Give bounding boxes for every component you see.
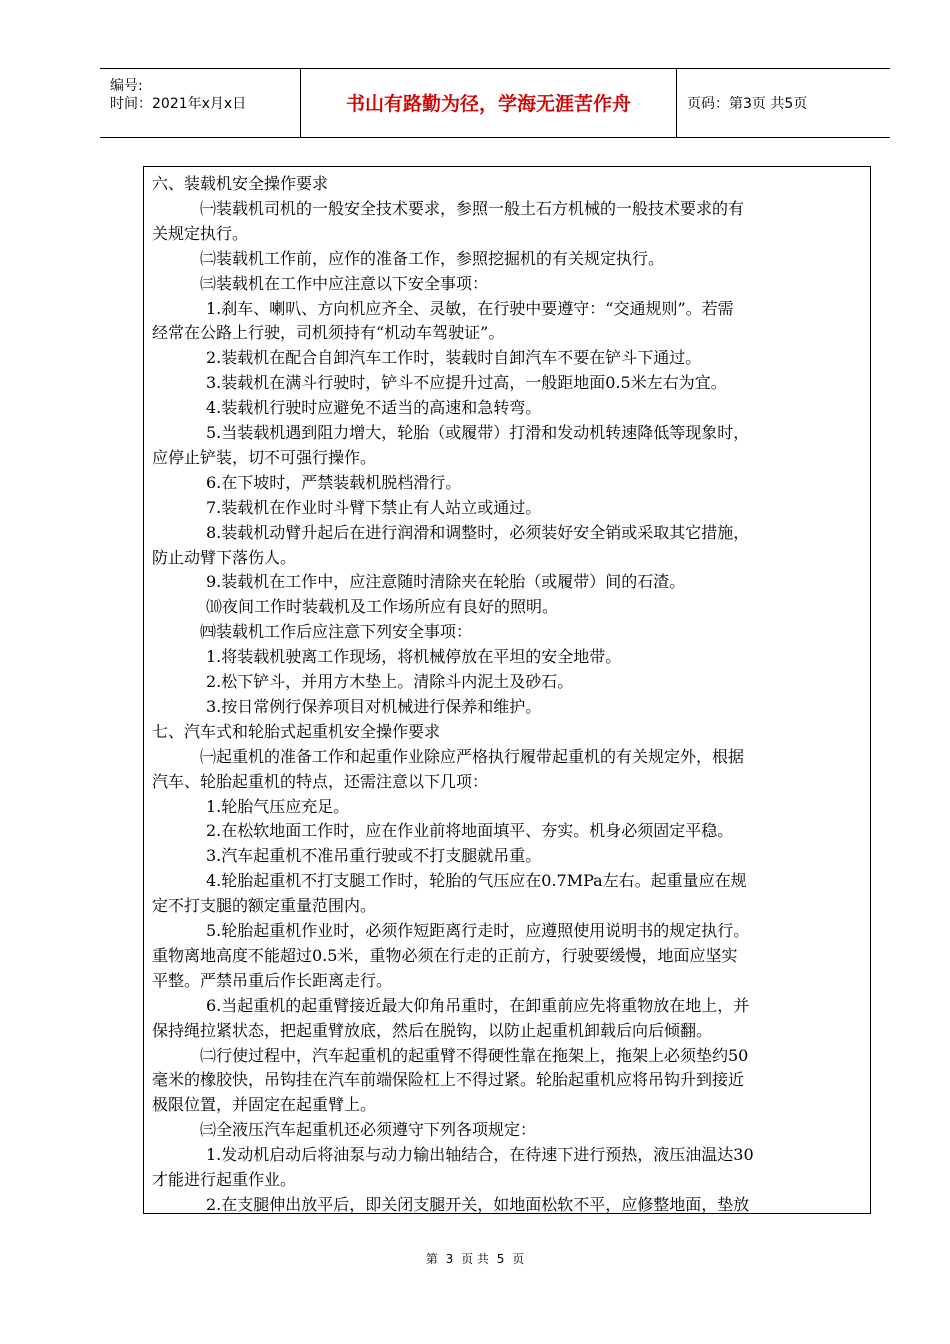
- text-line: 5.轮胎起重机作业时，必须作短距离行走时，应遵照使用说明书的规定执行。: [206, 921, 750, 940]
- header-page-info: 页码：第3页 共5页: [687, 96, 808, 112]
- text-line: 2.装载机在配合自卸汽车工作时，装载时自卸汽车不要在铲斗下通过。: [206, 348, 702, 368]
- header-motto: 书山有路勤为径，学海无涯苦作舟: [345, 93, 631, 115]
- text-line: 2.在支腿伸出放平后，即关闭支腿开关，如地面松软不平，应修整地面，垫放: [206, 1194, 750, 1214]
- footer-mid: 页 共: [461, 1252, 489, 1266]
- text-line: 5.当装载机遇到阻力增大，轮胎（或履带）打滑和发动机转速降低等现象时，: [206, 423, 750, 442]
- text-line: 9.装载机在工作中，应注意随时清除夹在轮胎（或履带）间的石渣。: [206, 572, 686, 592]
- text-line: 汽车、轮胎起重机的特点，还需注意以下几项：: [152, 771, 489, 791]
- text-line: ㈠装载机司机的一般安全技术要求，参照一般土石方机械的一般技术要求的有: [200, 198, 745, 218]
- text-line: ⑽夜间工作时装载机及工作场所应有良好的照明。: [206, 597, 559, 617]
- text-line: 6.当起重机的起重臂接近最大仰角吊重时，在卸重前应先将重物放在地上，并: [206, 995, 750, 1015]
- text-line: 极限位置，并固定在起重臂上。: [152, 1095, 377, 1115]
- page-header: [100, 68, 890, 138]
- text-line: 4.装载机行驶时应避免不适当的高速和急转弯。: [206, 398, 542, 418]
- text-line: 4.轮胎起重机不打支腿工作时，轮胎的气压应在0.7MPa左右。起重量应在规: [206, 871, 747, 891]
- text-line: 3.按日常例行保养项目对机械进行保养和维护。: [206, 696, 542, 716]
- document-number-label: 编号:: [110, 78, 143, 94]
- text-line: ㈢装载机在工作中应注意以下安全事项：: [200, 273, 489, 293]
- text-line: 平整。严禁吊重后作长距离走行。: [152, 970, 393, 990]
- text-line: 才能进行起重作业。: [152, 1170, 297, 1189]
- text-line: 应停止铲装，切不可强行操作。: [152, 447, 377, 467]
- text-line: 2.松下铲斗，并用方木垫上。清除斗内泥土及砂石。: [206, 672, 574, 691]
- text-line: 6.在下坡时，严禁装载机脱档滑行。: [206, 472, 462, 492]
- text-line: 七、汽车式和轮胎式起重机安全操作要求: [152, 721, 441, 741]
- header-motto-cell: [301, 69, 677, 137]
- text-line: 防止动臂下落伤人。: [152, 547, 297, 567]
- text-line: 2.在松软地面工作时，应在作业前将地面填平、夯实。机身必须固定平稳。: [206, 821, 734, 841]
- text-line: ㈡装载机工作前，应作的准备工作，参照挖掘机的有关规定执行。: [200, 248, 665, 268]
- footer-current-page: 3: [445, 1252, 454, 1266]
- header-page-cell: [677, 69, 890, 137]
- text-line: 毫米的橡胶快，吊钩挂在汽车前端保险杠上不得过紧。轮胎起重机应将吊钩升到接近: [152, 1070, 745, 1090]
- text-line: ㈣装载机工作后应注意下列安全事项：: [200, 622, 473, 642]
- text-line: ㈡行使过程中，汽车起重机的起重臂不得硬性靠在拖架上，拖架上必须垫约50: [200, 1045, 749, 1065]
- text-line: 1.刹车、喇叭、方向机应齐全、灵敏，在行驶中要遵守：“交通规则”。若需: [206, 298, 734, 318]
- content-box: [143, 166, 871, 1214]
- document-date: 时间：2021年x月x日: [110, 96, 247, 112]
- footer-total-pages: 5: [496, 1252, 505, 1266]
- text-line: ㈢全液压汽车起重机还必须遵守下列各项规定：: [200, 1120, 537, 1140]
- text-line: 7.装载机在作业时斗臂下禁止有人站立或通过。: [206, 497, 542, 517]
- text-line: 经常在公路上行驶，司机须持有“机动车驾驶证”。: [152, 323, 505, 343]
- text-line: 1.发动机启动后将油泵与动力输出轴结合，在待速下进行预热，液压油温达30: [206, 1145, 754, 1165]
- page-footer: [0, 1250, 950, 1267]
- header-meta: [100, 69, 301, 137]
- text-line: ㈠起重机的准备工作和起重作业除应严格执行履带起重机的有关规定外，根据: [200, 746, 745, 766]
- text-line: 保持绳拉紧状态，把起重臂放底，然后在脱钩，以防止起重机卸载后向后倾翻。: [152, 1020, 713, 1040]
- text-line: 1.轮胎气压应充足。: [206, 796, 350, 816]
- footer-suffix: 页: [512, 1252, 525, 1266]
- text-line: 3.装载机在满斗行驶时，铲斗不应提升过高，一般距地面0.5米左右为宜。: [206, 373, 727, 393]
- footer-prefix: 第: [425, 1252, 438, 1266]
- text-line: 8.装载机动臂升起后在进行润滑和调整时，必须装好安全销或采取其它措施，: [206, 522, 750, 542]
- text-line: 六、装载机安全操作要求: [152, 174, 329, 193]
- text-line: 定不打支腿的额定重量范围内。: [152, 896, 377, 916]
- text-line: 重物离地高度不能超过0.5米，重物必须在行走的正前方，行驶要缓慢，地面应坚实: [152, 945, 738, 965]
- text-line: 关规定执行。: [152, 223, 249, 243]
- text-line: 3.汽车起重机不准吊重行驶或不打支腿就吊重。: [206, 846, 542, 866]
- text-line: 1.将装载机驶离工作现场，将机械停放在平坦的安全地带。: [206, 647, 622, 667]
